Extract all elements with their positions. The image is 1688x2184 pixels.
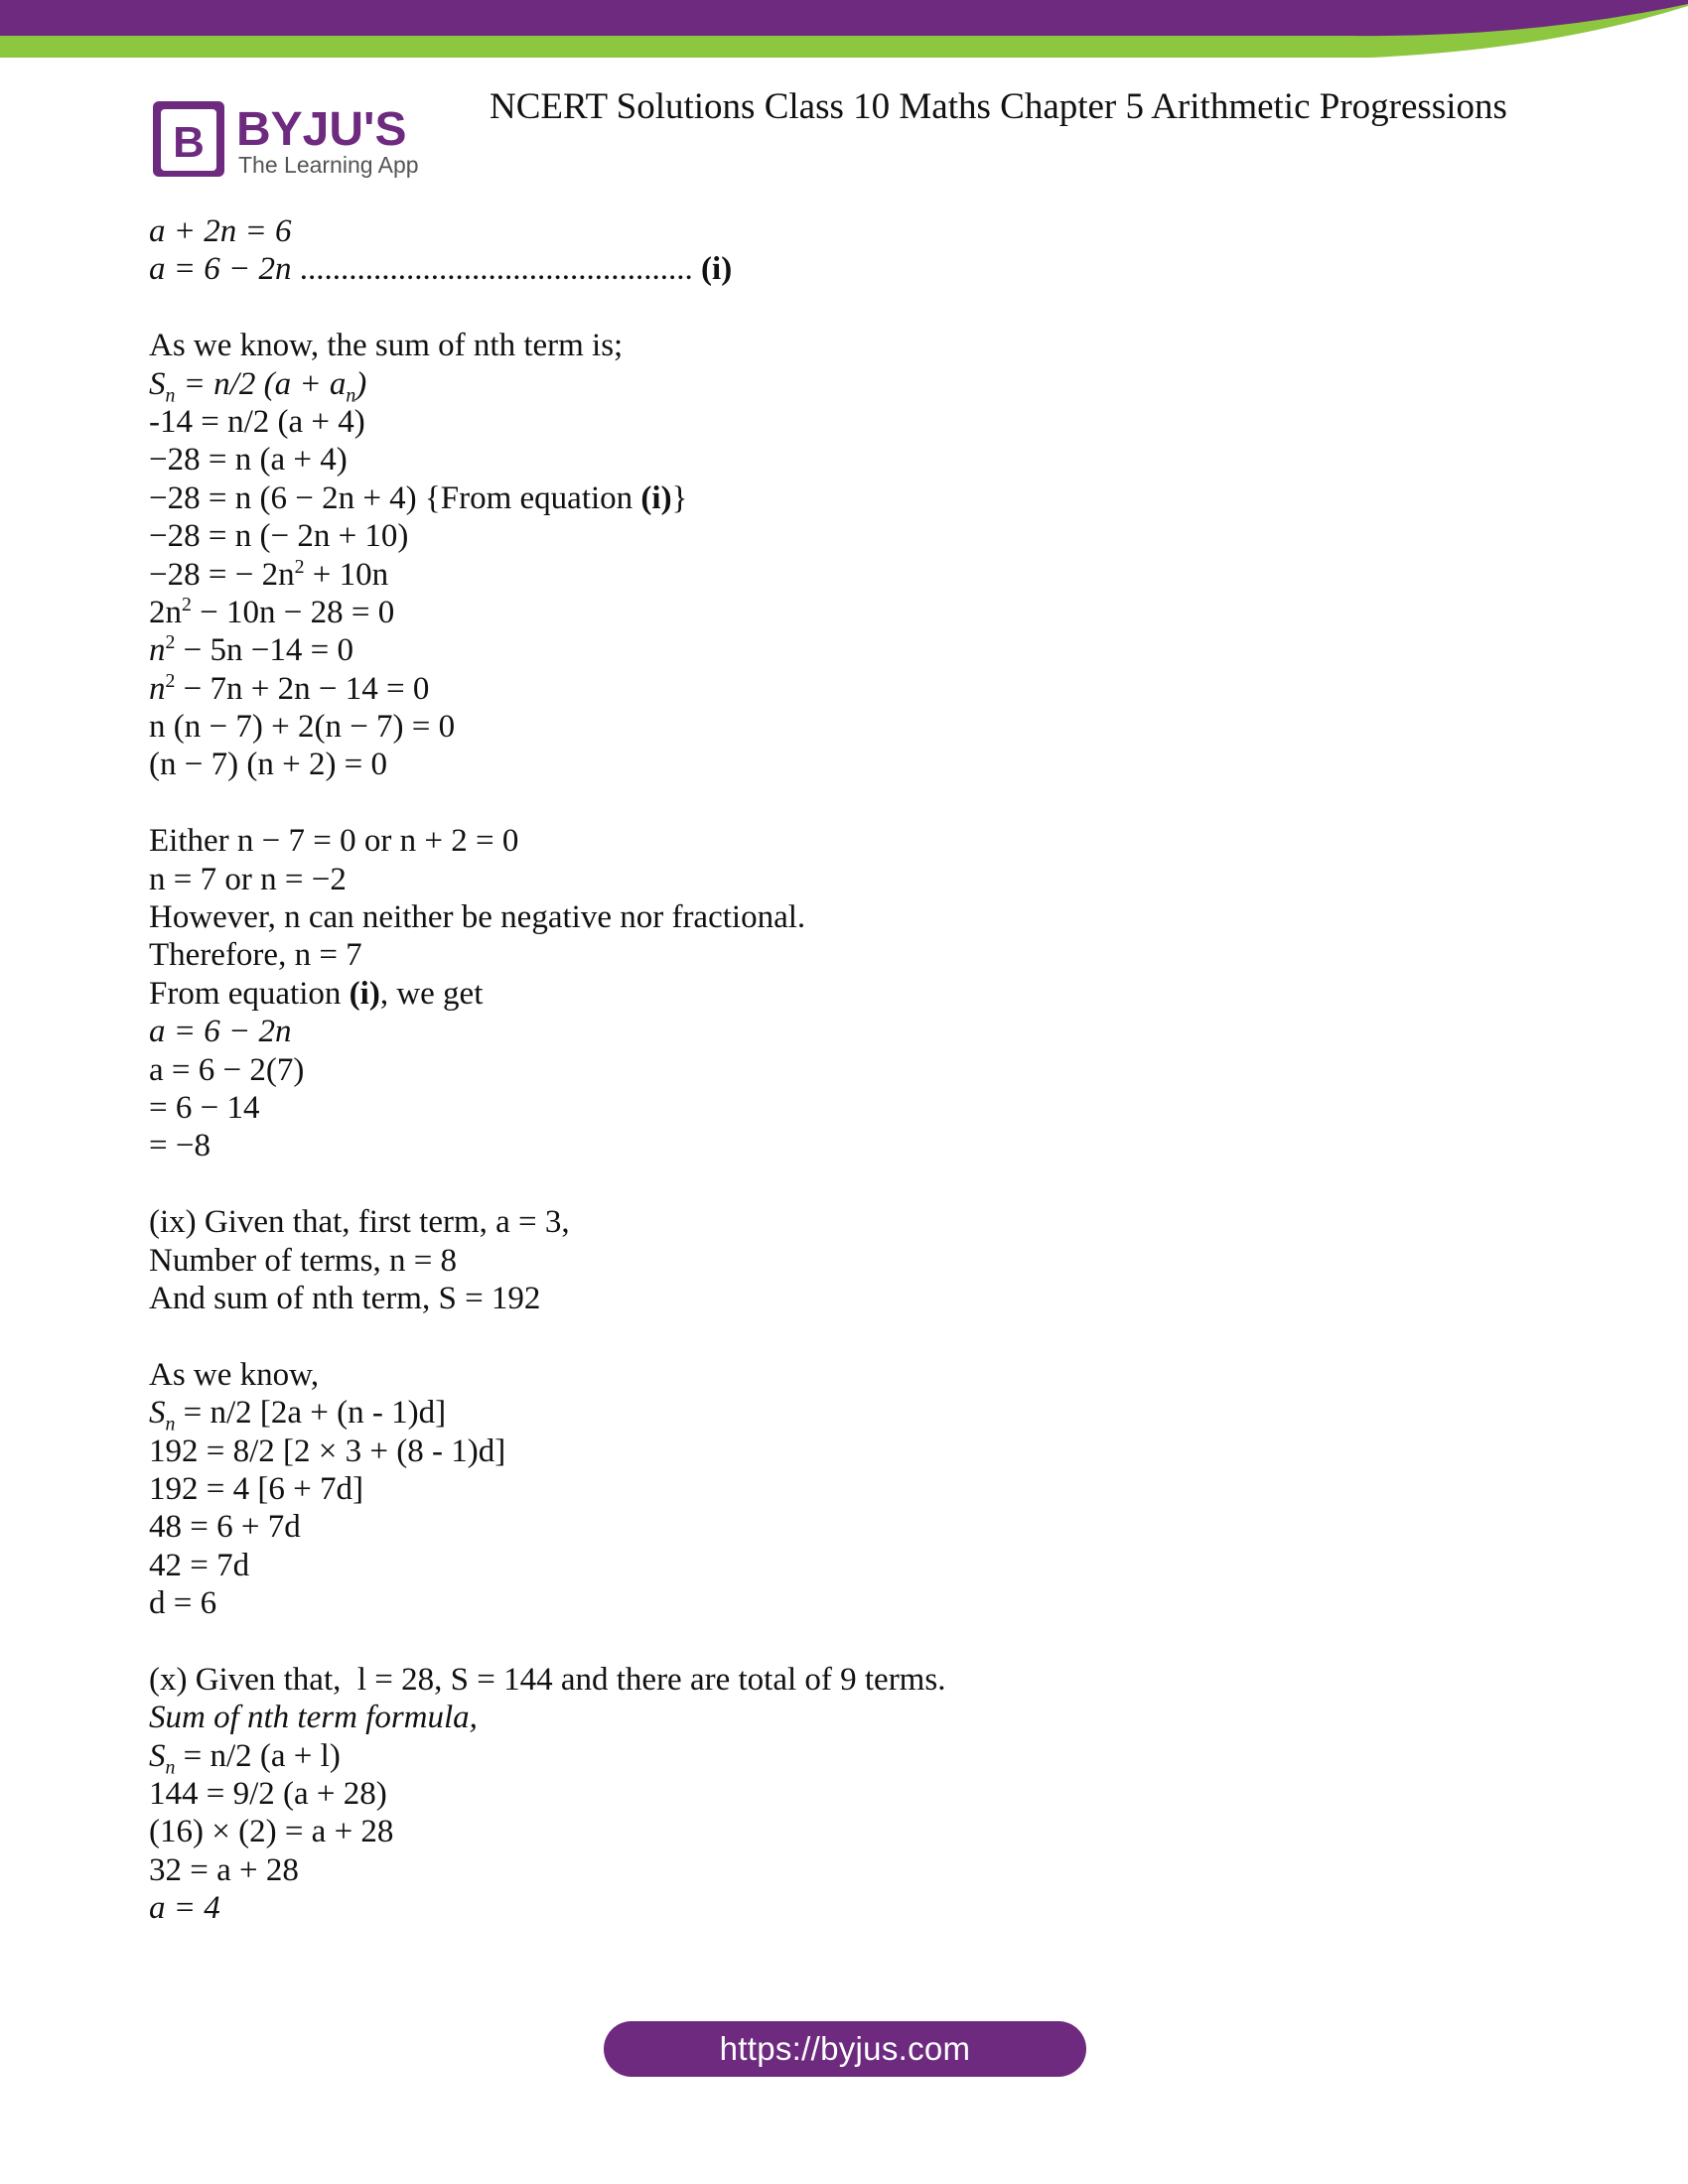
math-line: 144 = 9/2 (a + 28) <box>149 1776 387 1813</box>
text: From equation <box>149 975 350 1012</box>
expression: −28 = − 2n <box>149 556 295 593</box>
math-line: (n − 7) (n + 2) = 0 <box>149 747 388 783</box>
equation-text: a = 6 − 2n <box>149 251 292 288</box>
leader-dots: ................................................ <box>291 251 702 288</box>
byjus-logo <box>149 95 437 185</box>
document-title: NCERT Solutions Class 10 Maths Chapter 5 Arithmetic Progressions <box>490 86 1507 127</box>
spacer <box>149 1317 1539 1355</box>
math-line: n = 7 or n = −2 <box>149 861 347 897</box>
text-line: As we know, <box>149 1356 320 1393</box>
math-line <box>149 556 1539 594</box>
website-url[interactable]: https://byjus.com <box>719 2030 971 2067</box>
superscript: 2 <box>165 631 176 654</box>
superscript: 2 <box>294 555 305 578</box>
expression: − 10n − 28 = 0 <box>191 594 395 630</box>
math-line: = −8 <box>149 1128 211 1164</box>
subscript: n <box>165 1413 176 1435</box>
text-line: Sum of nth term formula, <box>149 1700 478 1736</box>
expression: n <box>149 632 166 669</box>
logo-wordmark: BYJU'S <box>236 103 407 156</box>
expression: n <box>149 670 166 707</box>
symbol: S <box>149 365 166 402</box>
equation-tag: (i) <box>701 251 733 288</box>
text: , we get <box>379 975 484 1012</box>
expression: − 7n + 2n − 14 = 0 <box>175 670 430 707</box>
solution-content <box>149 212 1539 1928</box>
expression: + 10n <box>304 556 389 593</box>
math-line-equation-i <box>149 250 1539 288</box>
text-line: Number of terms, n = 8 <box>149 1242 458 1279</box>
expression: = n/2 [2a + (n - 1)d] <box>175 1395 447 1432</box>
spacer <box>149 289 1539 327</box>
expression: = n/2 (a + l) <box>175 1737 341 1774</box>
math-line: n (n − 7) + 2(n − 7) = 0 <box>149 709 456 746</box>
math-line: -14 = n/2 (a + 4) <box>149 403 365 440</box>
logo-tagline: The Learning App <box>238 152 419 178</box>
spacer <box>149 784 1539 822</box>
math-line: 42 = 7d <box>149 1547 250 1583</box>
symbol: S <box>149 1737 166 1774</box>
expression: = n/2 (a + a <box>175 365 347 402</box>
superscript: 2 <box>165 669 176 692</box>
expression: ) <box>355 365 367 402</box>
math-line: −28 = n (− 2n + 10) <box>149 518 409 555</box>
subscript: n <box>165 384 176 407</box>
expression: −28 = n (6 − 2n + 4) {From equation <box>149 479 641 516</box>
symbol: S <box>149 1395 166 1432</box>
superscript: 2 <box>182 593 192 615</box>
math-line: 48 = 6 + 7d <box>149 1509 301 1546</box>
math-line: (16) × (2) = a + 28 <box>149 1814 394 1850</box>
subscript: n <box>346 384 356 407</box>
spacer <box>149 1165 1539 1203</box>
text-line: Either n − 7 = 0 or n + 2 = 0 <box>149 823 519 860</box>
math-line <box>149 631 1539 669</box>
text-line: As we know, the sum of nth term is; <box>149 328 624 364</box>
expression: 2n <box>149 594 182 630</box>
subscript: n <box>165 1756 176 1779</box>
math-line: 192 = 8/2 [2 × 3 + (8 - 1)d] <box>149 1433 506 1469</box>
website-link-button[interactable] <box>604 2021 1086 2077</box>
text-line <box>149 975 1539 1013</box>
math-line: a = 6 − 2(7) <box>149 1051 305 1088</box>
logo-graphic <box>149 95 437 185</box>
equation-ref: (i) <box>349 975 380 1012</box>
math-line: = 6 − 14 <box>149 1089 260 1126</box>
math-line <box>149 670 1539 708</box>
math-line <box>149 594 1539 631</box>
text-line: (ix) Given that, first term, a = 3, <box>149 1204 570 1241</box>
math-line: a = 4 <box>149 1890 220 1927</box>
math-line: −28 = n (a + 4) <box>149 442 348 478</box>
math-line: a = 6 − 2n <box>149 1014 292 1050</box>
equation-ref: (i) <box>640 479 672 516</box>
math-line: a + 2n = 6 <box>149 213 292 249</box>
text-line: (x) Given that, l = 28, S = 144 and there are total of 9 terms. <box>149 1661 946 1698</box>
banner-purple-band <box>0 0 1688 36</box>
math-line <box>149 1737 1539 1779</box>
expression: } <box>671 479 688 516</box>
math-line: 32 = a + 28 <box>149 1851 299 1888</box>
math-line <box>149 1394 1539 1435</box>
spacer <box>149 1622 1539 1660</box>
logo-mark-letter: B <box>173 118 205 167</box>
math-line <box>149 479 1539 517</box>
text-line: Therefore, n = 7 <box>149 937 362 974</box>
expression: − 5n −14 = 0 <box>175 632 353 669</box>
math-line: 192 = 4 [6 + 7d] <box>149 1470 363 1507</box>
top-banner <box>0 0 1688 60</box>
math-line <box>149 365 1539 407</box>
math-line: d = 6 <box>149 1585 217 1622</box>
text-line: However, n can neither be negative nor fractional. <box>149 899 806 936</box>
text-line: And sum of nth term, S = 192 <box>149 1280 541 1316</box>
